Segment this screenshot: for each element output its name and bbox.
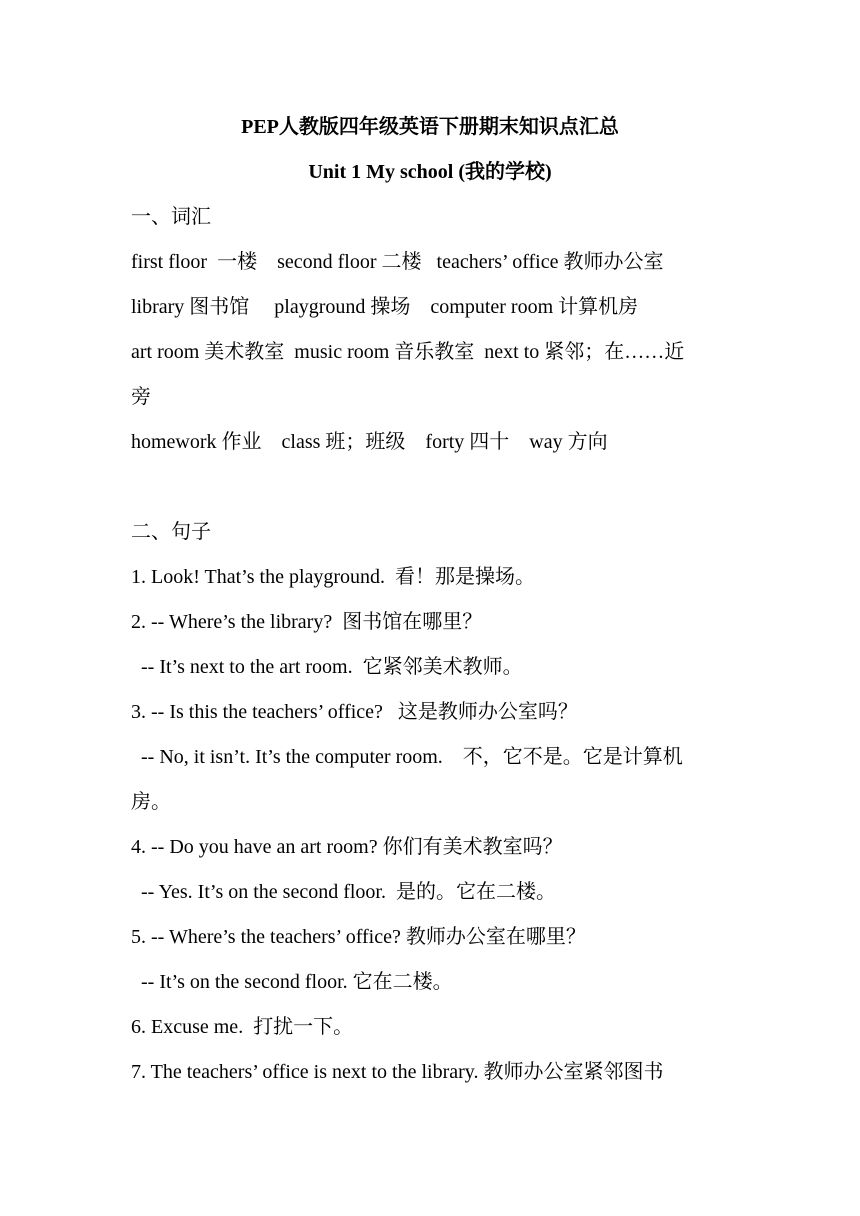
sentence-line: -- It’s on the second floor. 它在二楼。 <box>131 971 453 993</box>
vocabulary-line: first floor 一楼 second floor 二楼 teachers’ office 教师办公室 <box>131 251 664 273</box>
sentence-line: 4. -- Do you have an art room? 你们有美术教室吗？ <box>131 836 563 858</box>
vocabulary-line: art room 美术教室 music room 音乐教室 next to 紧邻；在……近 <box>131 341 685 363</box>
sentence-line: 7. The teachers’ office is next to the library. 教师办公室紧邻图书 <box>131 1061 664 1083</box>
sentence-line: -- It’s next to the art room. 它紧邻美术教师。 <box>131 656 523 678</box>
sentence-line: 2. -- Where’s the library? 图书馆在哪里？ <box>131 611 483 633</box>
sentence-line: 6. Excuse me. 打扰一下。 <box>131 1016 354 1038</box>
document-title: PEP人教版四年级英语下册期末知识点汇总 <box>241 116 619 138</box>
sentence-line: -- Yes. It’s on the second floor. 是的。它在二楼。 <box>131 881 556 903</box>
sentences-heading: 二、句子 <box>131 521 211 543</box>
sentence-line: -- No, it isn’t. It’s the computer room. 不，它不是。它是计算机 <box>131 746 683 768</box>
sentence-line: 3. -- Is this the teachers’ office? 这是教师办公室吗？ <box>131 701 578 723</box>
sentence-line: 1. Look! That’s the playground. 看！那是操场。 <box>131 566 536 588</box>
sentence-line: 房。 <box>131 791 171 813</box>
vocabulary-line: 旁 <box>131 386 151 408</box>
vocabulary-heading: 一、词汇 <box>131 206 211 228</box>
vocabulary-line: homework 作业 class 班；班级 forty 四十 way 方向 <box>131 431 608 453</box>
unit-title: Unit 1 My school (我的学校) <box>308 161 552 183</box>
sentence-line: 5. -- Where’s the teachers’ office? 教师办公室在哪里？ <box>131 926 586 948</box>
vocabulary-line: library 图书馆 playground 操场 computer room 计算机房 <box>131 296 639 318</box>
